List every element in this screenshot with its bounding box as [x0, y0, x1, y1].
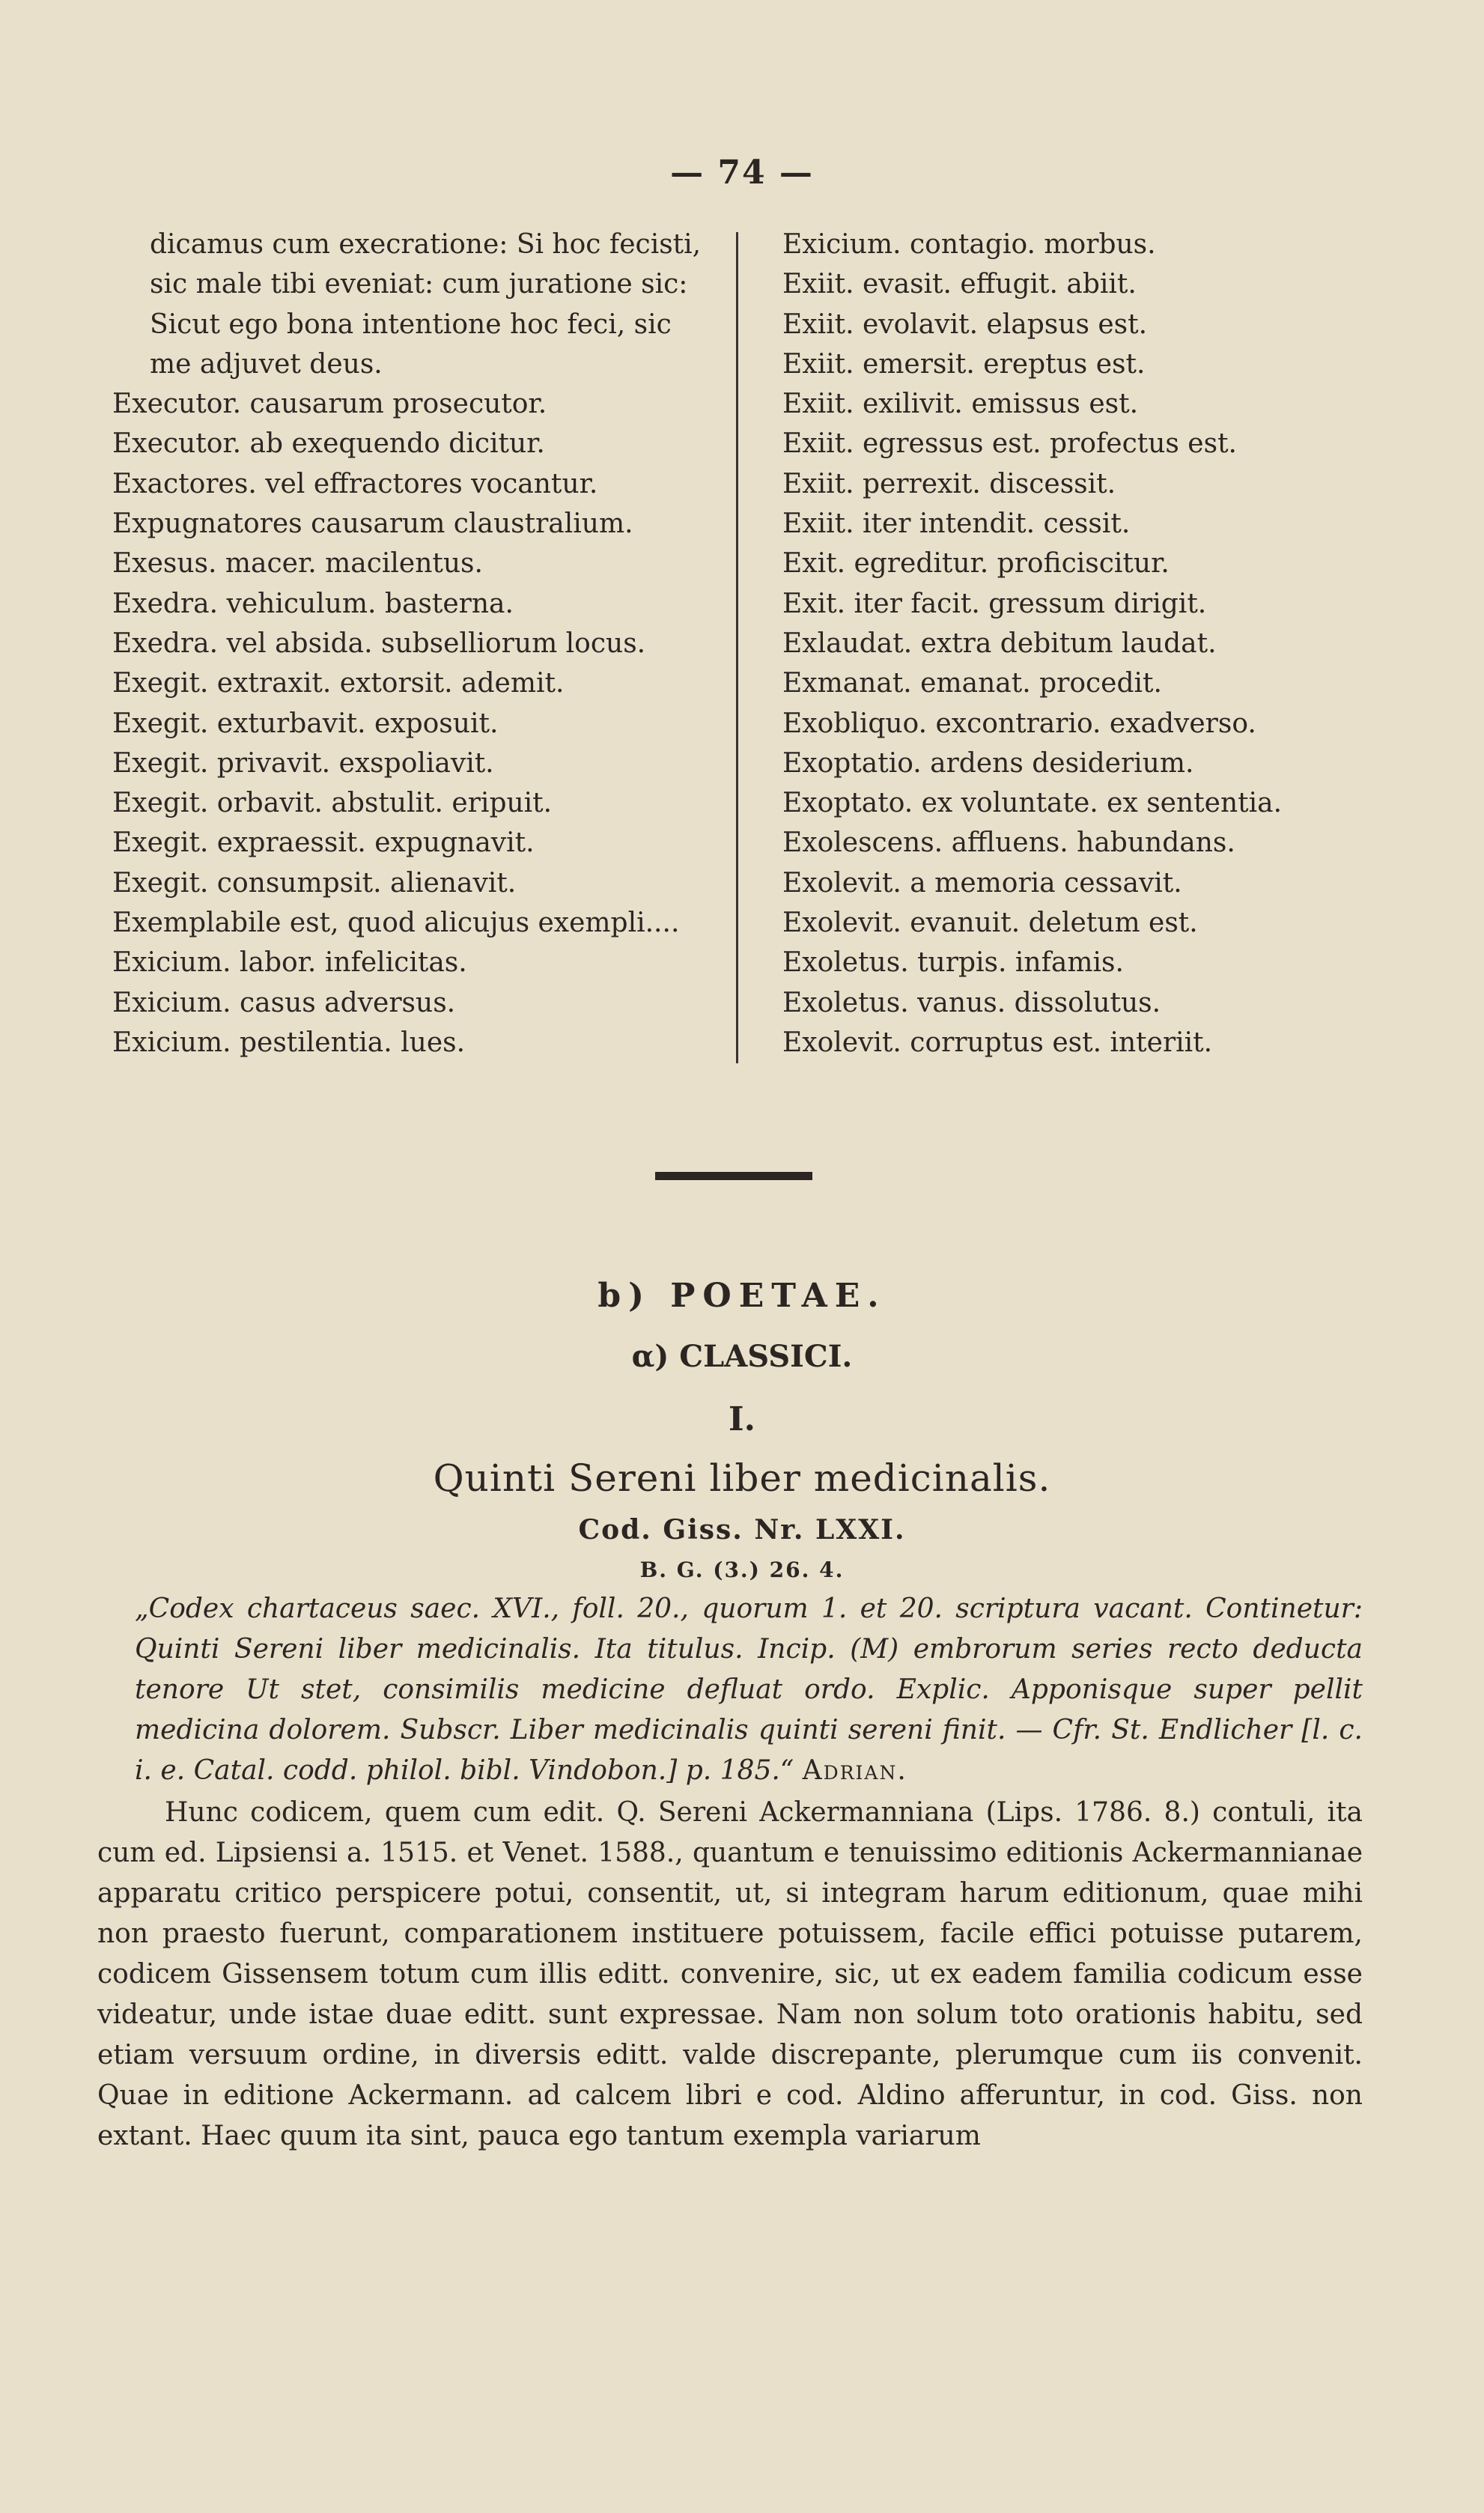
- glossary-entry: Exiit. evasit. effugit. abiit.: [782, 269, 1137, 300]
- glossary-entry: Exemplabile est, quod alicujus exempli....: [112, 908, 680, 939]
- glossary-entry: Exiit. exilivit. emissus est.: [782, 389, 1139, 420]
- codex-description: [135, 1589, 1363, 1791]
- glossary-entry: Exegit. extraxit. extorsit. ademit.: [112, 668, 565, 699]
- codex-reference: Cod. Giss. Nr. LXXI.: [578, 1514, 906, 1546]
- section-heading: b) POETAE.: [597, 1277, 887, 1315]
- glossary-entry: Exicium. casus adversus.: [112, 987, 456, 1018]
- glossary-entry: Exiit. evolavit. elapsus est.: [782, 309, 1148, 340]
- glossary-entry: Exiit. egressus est. profectus est.: [782, 428, 1237, 460]
- left-column: [97, 225, 734, 1063]
- glossary-entry: Exedra. vehiculum. basterna.: [112, 588, 514, 619]
- glossary-entry: Exiit. iter intendit. cessit.: [782, 508, 1131, 540]
- glossary-entry: Exicium. pestilentia. lues.: [112, 1027, 466, 1058]
- glossary-entry: Exegit. exturbavit. exposuit.: [112, 708, 499, 739]
- glossary-entry: Exicium. contagio. morbus.: [782, 229, 1156, 260]
- glossary-entry: Sicut ego bona intentione hoc feci, sic: [150, 309, 672, 340]
- glossary-entry: Exit. egreditur. proficiscitur.: [782, 548, 1170, 580]
- glossary-entry: Executor. causarum prosecutor.: [112, 389, 547, 420]
- glossary-entry: sic male tibi eveniat: cum juratione sic:: [150, 269, 688, 300]
- glossary-entry: Exegit. orbavit. abstulit. eripuit.: [112, 788, 553, 819]
- glossary-entry: Exesus. macer. macilentus.: [112, 548, 483, 580]
- section-number: I.: [729, 1400, 755, 1438]
- column-divider: [736, 232, 738, 1063]
- glossary-columns: [97, 225, 1370, 1078]
- glossary-entry: dicamus cum execratione: Si hoc fecisti,: [150, 229, 702, 260]
- glossary-entry: Exit. iter facit. gressum dirigit.: [782, 588, 1207, 619]
- section-rule: [655, 1172, 812, 1180]
- glossary-entry: Exoletus. turpis. infamis.: [782, 947, 1124, 979]
- glossary-entry: me adjuvet deus.: [150, 348, 383, 380]
- glossary-entry: Exolevit. a memoria cessavit.: [782, 867, 1182, 899]
- glossary-entry: Exactores. vel effractores vocantur.: [112, 468, 598, 499]
- shelfmark: B. G. (3.) 26. 4.: [639, 1558, 845, 1582]
- glossary-entry: Exolevit. corruptus est. interiit.: [782, 1027, 1213, 1058]
- glossary-entry: Exiit. emersit. ereptus est.: [782, 348, 1146, 380]
- glossary-entry: Exiit. perrexit. discessit.: [782, 468, 1116, 499]
- glossary-entry: Exlaudat. extra debitum laudat.: [782, 628, 1217, 659]
- glossary-entry: Exicium. labor. infelicitas.: [112, 947, 467, 979]
- glossary-entry: Exoptatio. ardens desiderium.: [782, 747, 1194, 779]
- page-number: — 74 —: [670, 154, 814, 192]
- body-paragraph: Hunc codicem, quem cum edit. Q. Sereni Ackermanniana (Lips. 1786. 8.) contuli, ita cum ed. Lipsiensi a. 1515. et Venet. 1588., quantum e tenuissimo editionis Ackermannianae apparatu critico perspicere potui, consentit, ut, si integram harum editionum, quae mihi non praesto fuerunt, comparationem instituere potuissem, facile effici potuisse putarem, codicem Gissensem totum cum illis editt. convenire, sic, ut ex eadem familia codicum esse videatur, unde istae duae editt. sunt expressae. Nam non solum toto orationis habitu, sed etiam versuum ordine, in diversis editt. valde discrepante, plerumque cum iis convenit. Quae in editione Ackermann. ad calcem libri e cod. Aldino afferuntur, in cod. Giss. non extant. Haec quum ita sint, pauca ego tantum exempla variarum: [97, 1797, 1363, 2151]
- glossary-entry: Exolevit. evanuit. deletum est.: [782, 908, 1198, 939]
- work-title: Quinti Sereni liber medicinalis.: [433, 1456, 1051, 1500]
- glossary-entry: Exoptato. ex voluntate. ex sententia.: [782, 788, 1283, 819]
- glossary-entry: Expugnatores causarum claustralium.: [112, 508, 633, 540]
- section-subheading: α) CLASSICI.: [631, 1339, 853, 1374]
- right-column: [782, 225, 1381, 1063]
- glossary-entry: Exegit. privavit. exspoliavit.: [112, 747, 494, 779]
- glossary-entry: Exmanat. emanat. procedit.: [782, 668, 1162, 699]
- glossary-entry: Executor. ab exequendo dicitur.: [112, 428, 545, 460]
- glossary-entry: Exedra. vel absida. subselliorum locus.: [112, 628, 646, 659]
- glossary-entry: Exegit. consumpsit. alienavit.: [112, 867, 517, 899]
- glossary-entry: Exobliquo. excontrario. exadverso.: [782, 708, 1256, 739]
- glossary-entry: Exoletus. vanus. dissolutus.: [782, 987, 1161, 1018]
- quote-signature: Adrian.: [802, 1755, 907, 1786]
- codex-description-text: „Codex chartaceus saec. XVI., foll. 20., quorum 1. et 20. scriptura vacant. Continetur: Quinti Sereni liber medicinalis. Ita titulus. Incip. (M) embrorum series recto deducta tenore Ut stet, consimilis medicine defluat ordo. Explic. Apponisque super pellit medicina dolorem. Subscr. Liber medicinalis quinti sereni finit. — Cfr. St. Endlicher [l. c. i. e. Catal. codd. philol. bibl. Vindobon.] p. 185.“: [135, 1593, 1363, 1786]
- glossary-entry: Exolescens. affluens. habundans.: [782, 827, 1235, 859]
- glossary-entry: Exegit. expraessit. expugnavit.: [112, 827, 535, 859]
